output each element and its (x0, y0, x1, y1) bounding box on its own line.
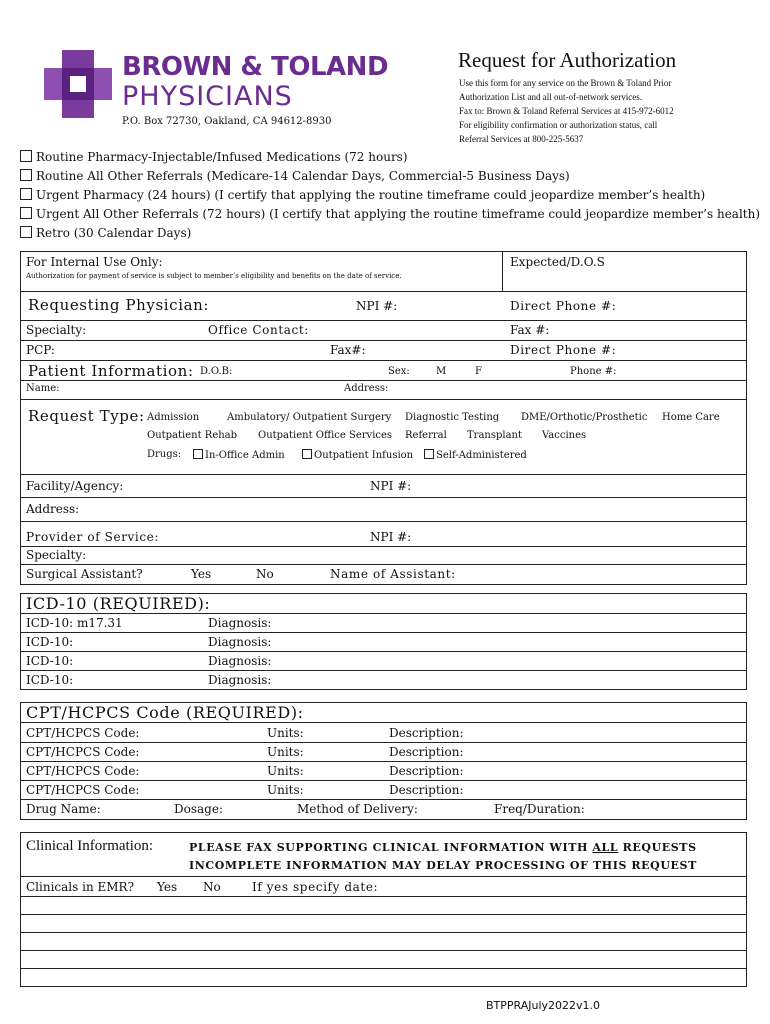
facility-address-field[interactable]: Address: (26, 502, 80, 516)
patient-address-field[interactable]: Address: (344, 383, 389, 394)
expected-dos-field[interactable]: Expected/D.O.S (510, 255, 605, 269)
request-type-ambulatory-surgery[interactable]: Ambulatory/ Outpatient Surgery (227, 412, 392, 423)
request-type-outpatient-rehab[interactable]: Outpatient Rehab (147, 430, 238, 441)
brand-name-line1: BROWN & TOLAND (122, 52, 389, 82)
checkbox-icon[interactable] (424, 449, 434, 459)
info-line-2: Authorization List and all out-of-network services. (459, 92, 642, 102)
urgency-option-urgent-referrals[interactable]: Urgent All Other Referrals (72 hours) (I certify that applying the routine timeframe could jeopardize member’s health) (20, 207, 760, 221)
requesting-physician-heading: Requesting Physician: (28, 296, 210, 314)
emr-date-field[interactable]: If yes specify date: (252, 880, 379, 894)
request-type-diagnostic-testing[interactable]: Diagnostic Testing (405, 412, 500, 423)
info-line-5: Referral Services at 800-225-5637 (459, 134, 584, 144)
info-line-4: For eligibility confirmation or authorization status, call (459, 120, 658, 130)
office-contact-field[interactable]: Office Contact: (208, 323, 309, 337)
icd10-code-4[interactable]: ICD-10: (26, 673, 74, 687)
sex-f-option[interactable]: F (475, 366, 482, 377)
urgency-option-routine-referrals[interactable]: Routine All Other Referrals (Medicare-14 Calendar Days, Commercial-5 Business Days) (20, 169, 570, 183)
clinicals-emr-no[interactable]: No (203, 880, 221, 894)
clinicals-emr-yes[interactable]: Yes (157, 880, 178, 894)
cpt-description-1[interactable]: Description: (389, 726, 464, 740)
cpt-units-3[interactable]: Units: (267, 764, 304, 778)
checkbox-icon[interactable] (193, 449, 203, 459)
request-type-transplant[interactable]: Transplant (467, 430, 523, 441)
checkbox-icon[interactable] (302, 449, 312, 459)
request-type-outpatient-office[interactable]: Outpatient Office Services (258, 430, 393, 441)
drugs-label: Drugs: (147, 449, 182, 460)
cpt-code-2[interactable]: CPT/HCPCS Code: (26, 745, 140, 759)
icd10-code-2[interactable]: ICD-10: (26, 635, 74, 649)
diagnosis-3[interactable]: Diagnosis: (208, 654, 272, 668)
clinicals-in-emr-label: Clinicals in EMR? (26, 880, 135, 894)
brand-name-line2: PHYSICIANS (122, 81, 293, 112)
cpt-units-2[interactable]: Units: (267, 745, 304, 759)
checkbox-icon[interactable] (20, 188, 32, 200)
freq-duration-field[interactable]: Freq/Duration: (494, 802, 585, 816)
physician-specialty-field[interactable]: Specialty: (26, 323, 87, 337)
method-of-delivery-field[interactable]: Method of Delivery: (297, 802, 418, 816)
drug-option-outpatient-infusion[interactable]: Outpatient Infusion (302, 449, 413, 461)
icd10-code-1[interactable]: ICD-10: m17.31 (26, 616, 123, 630)
form-title: Request for Authorization (458, 48, 677, 72)
cpt-description-4[interactable]: Description: (389, 783, 464, 797)
patient-name-field[interactable]: Name: (26, 383, 60, 394)
incomplete-info-notice: INCOMPLETE INFORMATION MAY DELAY PROCESSING OF THIS REQUEST (189, 859, 697, 872)
physician-direct-phone-field[interactable]: Direct Phone #: (510, 299, 617, 313)
physician-npi-field[interactable]: NPI #: (356, 299, 398, 313)
patient-information-heading: Patient Information: (28, 362, 194, 380)
urgency-option-routine-pharmacy[interactable]: Routine Pharmacy-Injectable/Infused Medications (72 hours) (20, 150, 408, 164)
request-type-dme[interactable]: DME/Orthotic/Prosthetic (521, 412, 648, 423)
pcp-field[interactable]: PCP: (26, 343, 55, 357)
pcp-fax-field[interactable]: Fax#: (330, 343, 366, 357)
cpt-description-2[interactable]: Description: (389, 745, 464, 759)
urgency-option-urgent-pharmacy[interactable]: Urgent Pharmacy (24 hours) (I certify that applying the routine timeframe could jeopardize member’s health) (20, 188, 705, 202)
icd10-code-3[interactable]: ICD-10: (26, 654, 74, 668)
surgical-assistant-yes[interactable]: Yes (191, 567, 212, 581)
urgency-option-retro[interactable]: Retro (30 Calendar Days) (20, 226, 191, 240)
cpt-code-4[interactable]: CPT/HCPCS Code: (26, 783, 140, 797)
brown-toland-logo-icon (44, 50, 112, 118)
physician-fax-field[interactable]: Fax #: (510, 323, 550, 337)
eligibility-note: Authorization for payment of service is subject to member’s eligibility and benefits on the date of service. (26, 272, 402, 280)
drug-name-field[interactable]: Drug Name: (26, 802, 101, 816)
info-line-3: Fax to: Brown & Toland Referral Services at 415-972-6012 (459, 106, 674, 116)
drug-option-in-office[interactable]: In-Office Admin (193, 449, 285, 461)
cpt-code-1[interactable]: CPT/HCPCS Code: (26, 726, 140, 740)
cpt-code-3[interactable]: CPT/HCPCS Code: (26, 764, 140, 778)
checkbox-icon[interactable] (20, 207, 32, 219)
pcp-direct-phone-field[interactable]: Direct Phone #: (510, 343, 617, 357)
surgical-assistant-no[interactable]: No (256, 567, 274, 581)
facility-npi-field[interactable]: NPI #: (370, 479, 412, 493)
cpt-units-4[interactable]: Units: (267, 783, 304, 797)
patient-dob-field[interactable]: D.O.B: (200, 366, 233, 377)
checkbox-icon[interactable] (20, 226, 32, 238)
info-line-1: Use this form for any service on the Brown & Toland Prior (459, 78, 672, 88)
drug-option-self-administered[interactable]: Self-Administered (424, 449, 527, 461)
icd10-heading: ICD-10 (REQUIRED): (26, 594, 211, 613)
diagnosis-4[interactable]: Diagnosis: (208, 673, 272, 687)
dosage-field[interactable]: Dosage: (174, 802, 223, 816)
request-type-referral[interactable]: Referral (405, 430, 447, 441)
diagnosis-2[interactable]: Diagnosis: (208, 635, 272, 649)
checkbox-icon[interactable] (20, 169, 32, 181)
diagnosis-1[interactable]: Diagnosis: (208, 616, 272, 630)
patient-sex-label: Sex: (388, 366, 410, 377)
checkbox-icon[interactable] (20, 150, 32, 162)
provider-specialty-field[interactable]: Specialty: (26, 548, 87, 562)
form-version-code: BTPPRAJuly2022v1.0 (486, 999, 601, 1012)
clinical-information-heading: Clinical Information: (26, 838, 154, 854)
request-type-admission[interactable]: Admission (147, 412, 200, 423)
fax-clinical-notice: PLEASE FAX SUPPORTING CLINICAL INFORMATION WITH ALL REQUESTS (189, 841, 697, 854)
company-address: P.O. Box 72730, Oakland, CA 94612-8930 (122, 116, 332, 127)
patient-phone-field[interactable]: Phone #: (570, 366, 617, 377)
sex-m-option[interactable]: M (436, 366, 447, 377)
provider-of-service-field[interactable]: Provider of Service: (26, 530, 160, 544)
cpt-hcpcs-heading: CPT/HCPCS Code (REQUIRED): (26, 703, 304, 722)
assistant-name-field[interactable]: Name of Assistant: (330, 567, 456, 581)
request-type-home-care[interactable]: Home Care (662, 412, 720, 423)
provider-npi-field[interactable]: NPI #: (370, 530, 412, 544)
request-type-heading: Request Type: (28, 407, 145, 425)
cpt-description-3[interactable]: Description: (389, 764, 464, 778)
cpt-units-1[interactable]: Units: (267, 726, 304, 740)
internal-use-label: For Internal Use Only: (26, 255, 163, 269)
facility-agency-field[interactable]: Facility/Agency: (26, 479, 124, 493)
request-type-vaccines[interactable]: Vaccines (542, 430, 587, 441)
surgical-assistant-label: Surgical Assistant? (26, 567, 143, 581)
